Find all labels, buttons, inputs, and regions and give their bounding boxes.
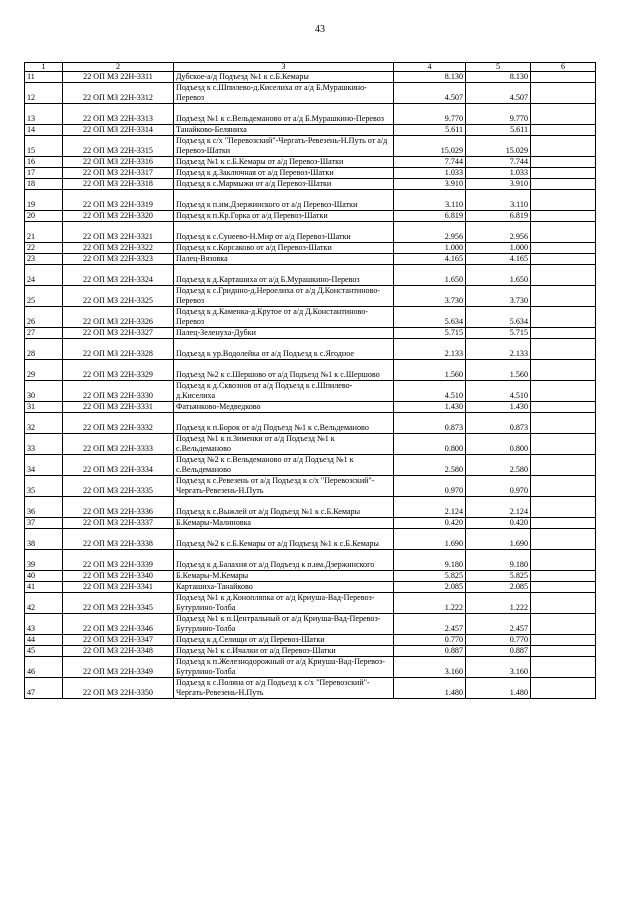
road-name: Подъезд к с.Сунеево-Н.Мир от а/д Перевоз-Шатки bbox=[174, 222, 394, 243]
row-number: 30 bbox=[25, 381, 63, 402]
road-name: Подъезд №2 к с.Б.Кемары от а/д Подъезд №1 к с.Б.Кемары bbox=[174, 529, 394, 550]
table-row bbox=[25, 339, 596, 360]
table-row bbox=[25, 582, 596, 593]
row-number: 12 bbox=[25, 83, 63, 104]
value-col-6 bbox=[531, 157, 596, 168]
value-col-5: 0.887 bbox=[466, 646, 531, 657]
value-col-5: 2.133 bbox=[466, 339, 531, 360]
row-number: 42 bbox=[25, 593, 63, 614]
value-col-5: 1.033 bbox=[466, 168, 531, 179]
value-col-4: 0.887 bbox=[394, 646, 466, 657]
road-code: 22 ОП МЗ 22Н-3324 bbox=[63, 265, 174, 286]
road-name: Подъезд №2 к с.Шершово от а/д Подъезд №1 к с.Шершово bbox=[174, 360, 394, 381]
value-col-6 bbox=[531, 179, 596, 190]
value-col-5: 9.180 bbox=[466, 550, 531, 571]
row-number: 46 bbox=[25, 657, 63, 678]
road-code: 22 ОП МЗ 22Н-3341 bbox=[63, 582, 174, 593]
road-code: 22 ОП МЗ 22Н-3318 bbox=[63, 179, 174, 190]
value-col-4: 0.970 bbox=[394, 476, 466, 497]
value-col-4: 9.770 bbox=[394, 104, 466, 125]
row-number: 31 bbox=[25, 402, 63, 413]
table-row bbox=[25, 104, 596, 125]
value-col-5: 0.970 bbox=[466, 476, 531, 497]
table-row bbox=[25, 222, 596, 243]
table-row bbox=[25, 413, 596, 434]
value-col-4: 1.650 bbox=[394, 265, 466, 286]
road-name: Подъезд к д.Балахня от а/д Подъезд к п.им.Дзержинского bbox=[174, 550, 394, 571]
road-code: 22 ОП МЗ 22Н-3336 bbox=[63, 497, 174, 518]
table-row bbox=[25, 286, 596, 307]
roads-table bbox=[24, 62, 596, 699]
value-col-4: 1.560 bbox=[394, 360, 466, 381]
road-name: Подъезд №1 к д.Конопляпка от а/д Криуша-Вад-Перевоз-Бутурлино-Толба bbox=[174, 593, 394, 614]
value-col-5: 6.819 bbox=[466, 211, 531, 222]
table-row bbox=[25, 571, 596, 582]
road-code: 22 ОП МЗ 22Н-3332 bbox=[63, 413, 174, 434]
table-row bbox=[25, 518, 596, 529]
row-number: 33 bbox=[25, 434, 63, 455]
road-name: Подъезд к с.Мармыжи от а/д Перевоз-Шатки bbox=[174, 179, 394, 190]
value-col-4: 0.770 bbox=[394, 635, 466, 646]
header-cell-1: 1 bbox=[25, 63, 63, 72]
road-name: Подъезд №1 к п.Центральный от а/д Криуша-Вад-Перевоз-Бутурлино-Толба bbox=[174, 614, 394, 635]
road-code: 22 ОП МЗ 22Н-3338 bbox=[63, 529, 174, 550]
value-col-5: 1.650 bbox=[466, 265, 531, 286]
value-col-4: 3.910 bbox=[394, 179, 466, 190]
value-col-6 bbox=[531, 328, 596, 339]
value-col-6 bbox=[531, 136, 596, 157]
row-number: 39 bbox=[25, 550, 63, 571]
value-col-5: 5.715 bbox=[466, 328, 531, 339]
road-code: 22 ОП МЗ 22Н-3315 bbox=[63, 136, 174, 157]
row-number: 43 bbox=[25, 614, 63, 635]
header-cell-2: 2 bbox=[63, 63, 174, 72]
value-col-5: 2.085 bbox=[466, 582, 531, 593]
value-col-6 bbox=[531, 529, 596, 550]
road-code: 22 ОП МЗ 22Н-3334 bbox=[63, 455, 174, 476]
row-number: 32 bbox=[25, 413, 63, 434]
value-col-6 bbox=[531, 614, 596, 635]
value-col-6 bbox=[531, 222, 596, 243]
road-code: 22 ОП МЗ 22Н-3317 bbox=[63, 168, 174, 179]
value-col-4: 15.029 bbox=[394, 136, 466, 157]
value-col-5: 3.730 bbox=[466, 286, 531, 307]
value-col-5: 9.770 bbox=[466, 104, 531, 125]
table-row bbox=[25, 455, 596, 476]
value-col-6 bbox=[531, 497, 596, 518]
value-col-6 bbox=[531, 72, 596, 83]
value-col-4: 2.085 bbox=[394, 582, 466, 593]
value-col-5: 2.956 bbox=[466, 222, 531, 243]
road-code: 22 ОП МЗ 22Н-3350 bbox=[63, 678, 174, 699]
header-cell-5: 5 bbox=[466, 63, 531, 72]
road-code: 22 ОП МЗ 22Н-3312 bbox=[63, 83, 174, 104]
value-col-4: 2.124 bbox=[394, 497, 466, 518]
road-code: 22 ОП МЗ 22Н-3331 bbox=[63, 402, 174, 413]
road-code: 22 ОП МЗ 22Н-3337 bbox=[63, 518, 174, 529]
road-name: Карташиха-Танайково bbox=[174, 582, 394, 593]
road-code: 22 ОП МЗ 22Н-3333 bbox=[63, 434, 174, 455]
table-row bbox=[25, 678, 596, 699]
value-col-6 bbox=[531, 518, 596, 529]
value-col-5: 3.160 bbox=[466, 657, 531, 678]
value-col-5: 5.611 bbox=[466, 125, 531, 136]
value-col-5: 0.770 bbox=[466, 635, 531, 646]
row-number: 11 bbox=[25, 72, 63, 83]
value-col-5: 15.029 bbox=[466, 136, 531, 157]
row-number: 22 bbox=[25, 243, 63, 254]
road-code: 22 ОП МЗ 22Н-3346 bbox=[63, 614, 174, 635]
value-col-6 bbox=[531, 125, 596, 136]
value-col-6 bbox=[531, 678, 596, 699]
row-number: 20 bbox=[25, 211, 63, 222]
value-col-5: 0.873 bbox=[466, 413, 531, 434]
value-col-6 bbox=[531, 413, 596, 434]
row-number: 21 bbox=[25, 222, 63, 243]
road-code: 22 ОП МЗ 22Н-3314 bbox=[63, 125, 174, 136]
table-row bbox=[25, 614, 596, 635]
road-name: Подъезд к д.Каменка-д.Крутое от а/д Д.Константиново-Перевоз bbox=[174, 307, 394, 328]
table-row bbox=[25, 476, 596, 497]
table-row bbox=[25, 211, 596, 222]
row-number: 26 bbox=[25, 307, 63, 328]
table-row bbox=[25, 136, 596, 157]
table-row bbox=[25, 328, 596, 339]
value-col-4: 1.222 bbox=[394, 593, 466, 614]
road-name: Подъезд к д.Карташиха от а/д Б.Мурашкино-Перевоз bbox=[174, 265, 394, 286]
value-col-6 bbox=[531, 571, 596, 582]
header-cell-6: 6 bbox=[531, 63, 596, 72]
value-col-6 bbox=[531, 243, 596, 254]
table-row bbox=[25, 529, 596, 550]
road-code: 22 ОП МЗ 22Н-3340 bbox=[63, 571, 174, 582]
table-row bbox=[25, 179, 596, 190]
road-name: Подъезд к п.Кр.Горка от а/д Перевоз-Шатки bbox=[174, 211, 394, 222]
row-number: 13 bbox=[25, 104, 63, 125]
value-col-6 bbox=[531, 550, 596, 571]
value-col-6 bbox=[531, 593, 596, 614]
value-col-5: 7.744 bbox=[466, 157, 531, 168]
row-number: 15 bbox=[25, 136, 63, 157]
road-code: 22 ОП МЗ 22Н-3339 bbox=[63, 550, 174, 571]
road-code: 22 ОП МЗ 22Н-3323 bbox=[63, 254, 174, 265]
road-name: Подъезд к д.Сквознов от а/д Подъезд к с.Шпилево-д.Киселиха bbox=[174, 381, 394, 402]
value-col-5: 0.800 bbox=[466, 434, 531, 455]
table-row bbox=[25, 254, 596, 265]
row-number: 29 bbox=[25, 360, 63, 381]
table-row bbox=[25, 402, 596, 413]
road-name: Б.Кемары-М.Кемары bbox=[174, 571, 394, 582]
value-col-6 bbox=[531, 211, 596, 222]
table-row bbox=[25, 265, 596, 286]
value-col-4: 5.825 bbox=[394, 571, 466, 582]
value-col-4: 1.480 bbox=[394, 678, 466, 699]
value-col-5: 1.560 bbox=[466, 360, 531, 381]
value-col-4: 9.180 bbox=[394, 550, 466, 571]
road-code: 22 ОП МЗ 22Н-3320 bbox=[63, 211, 174, 222]
row-number: 27 bbox=[25, 328, 63, 339]
table-row bbox=[25, 635, 596, 646]
value-col-4: 1.430 bbox=[394, 402, 466, 413]
row-number: 38 bbox=[25, 529, 63, 550]
value-col-6 bbox=[531, 83, 596, 104]
value-col-5: 1.222 bbox=[466, 593, 531, 614]
road-code: 22 ОП МЗ 22Н-3319 bbox=[63, 190, 174, 211]
table-row bbox=[25, 190, 596, 211]
value-col-4: 8.130 bbox=[394, 72, 466, 83]
table-row bbox=[25, 168, 596, 179]
value-col-6 bbox=[531, 635, 596, 646]
row-number: 19 bbox=[25, 190, 63, 211]
road-name: Подъезд №1 к с.Вельдеманово от а/д Б.Мурашкино-Перевоз bbox=[174, 104, 394, 125]
road-name: Дубское-а/д Подъезд №1 к с.Б.Кемары bbox=[174, 72, 394, 83]
value-col-6 bbox=[531, 307, 596, 328]
road-code: 22 ОП МЗ 22Н-3311 bbox=[63, 72, 174, 83]
road-name: Палец-Вязовка bbox=[174, 254, 394, 265]
header-cell-3: 3 bbox=[174, 63, 394, 72]
value-col-5: 4.510 bbox=[466, 381, 531, 402]
road-name: Подъезд №1 к с.Б.Кемары от а/д Перевоз-Шатки bbox=[174, 157, 394, 168]
value-col-5: 2.124 bbox=[466, 497, 531, 518]
road-name: Подъезд к п.им.Дзержинского от а/д Перевоз-Шатки bbox=[174, 190, 394, 211]
road-name: Подъезд к д.Заключная от а/д Перевоз-Шатки bbox=[174, 168, 394, 179]
road-code: 22 ОП МЗ 22Н-3348 bbox=[63, 646, 174, 657]
value-col-6 bbox=[531, 254, 596, 265]
table-row bbox=[25, 497, 596, 518]
value-col-5: 1.480 bbox=[466, 678, 531, 699]
value-col-5: 5.634 bbox=[466, 307, 531, 328]
road-name: Подъезд к с.Поляна от а/д Подъезд к с/х "Перевозский"-Чергать-Ревезень-Н.Путь bbox=[174, 678, 394, 699]
road-name: Подъезд к с.Гриднно-д.Нероелиха от а/д Д.Константиново-Перевоз bbox=[174, 286, 394, 307]
table-header-row bbox=[25, 63, 596, 72]
road-name: Подъезд к ур.Водолейка от а/д Подъезд к с.Ягодное bbox=[174, 339, 394, 360]
page-number: 43 bbox=[315, 24, 325, 35]
row-number: 16 bbox=[25, 157, 63, 168]
value-col-6 bbox=[531, 582, 596, 593]
road-name: Подъезд к д.Селищи от а/д Перевоз-Шатки bbox=[174, 635, 394, 646]
value-col-4: 1.000 bbox=[394, 243, 466, 254]
road-code: 22 ОП МЗ 22Н-3328 bbox=[63, 339, 174, 360]
row-number: 40 bbox=[25, 571, 63, 582]
roads-table-body bbox=[25, 63, 596, 699]
value-col-6 bbox=[531, 360, 596, 381]
road-code: 22 ОП МЗ 22Н-3347 bbox=[63, 635, 174, 646]
row-number: 47 bbox=[25, 678, 63, 699]
road-code: 22 ОП МЗ 22Н-3349 bbox=[63, 657, 174, 678]
row-number: 24 bbox=[25, 265, 63, 286]
road-code: 22 ОП МЗ 22Н-3329 bbox=[63, 360, 174, 381]
value-col-4: 0.800 bbox=[394, 434, 466, 455]
road-code: 22 ОП МЗ 22Н-3330 bbox=[63, 381, 174, 402]
value-col-6 bbox=[531, 339, 596, 360]
value-col-5: 3.110 bbox=[466, 190, 531, 211]
value-col-5: 1.690 bbox=[466, 529, 531, 550]
value-col-4: 6.819 bbox=[394, 211, 466, 222]
road-name: Подъезд №1 к п.Зименки от а/д Подъезд №1 к с.Вельдеманово bbox=[174, 434, 394, 455]
road-code: 22 ОП МЗ 22Н-3326 bbox=[63, 307, 174, 328]
row-number: 18 bbox=[25, 179, 63, 190]
value-col-4: 2.457 bbox=[394, 614, 466, 635]
value-col-6 bbox=[531, 265, 596, 286]
road-name: Палец-Зеленуха-Дубки bbox=[174, 328, 394, 339]
road-code: 22 ОП МЗ 22Н-3335 bbox=[63, 476, 174, 497]
value-col-4: 2.580 bbox=[394, 455, 466, 476]
value-col-4: 7.744 bbox=[394, 157, 466, 168]
road-name: Подъезд к с.Выжлей от а/д Подъезд №1 к с.Б.Кемары bbox=[174, 497, 394, 518]
value-col-5: 2.457 bbox=[466, 614, 531, 635]
value-col-6 bbox=[531, 402, 596, 413]
value-col-5: 8.130 bbox=[466, 72, 531, 83]
value-col-6 bbox=[531, 476, 596, 497]
value-col-5: 1.000 bbox=[466, 243, 531, 254]
row-number: 34 bbox=[25, 455, 63, 476]
value-col-5: 5.825 bbox=[466, 571, 531, 582]
table-row bbox=[25, 381, 596, 402]
value-col-4: 5.611 bbox=[394, 125, 466, 136]
table-row bbox=[25, 72, 596, 83]
table-row bbox=[25, 125, 596, 136]
road-name: Подъезд к п.Железнодорожный от а/д Криуша-Вад-Перевоз-Бутурлино-Толба bbox=[174, 657, 394, 678]
row-number: 41 bbox=[25, 582, 63, 593]
value-col-4: 5.715 bbox=[394, 328, 466, 339]
table-row bbox=[25, 657, 596, 678]
value-col-4: 3.160 bbox=[394, 657, 466, 678]
road-code: 22 ОП МЗ 22Н-3313 bbox=[63, 104, 174, 125]
road-code: 22 ОП МЗ 22Н-3345 bbox=[63, 593, 174, 614]
value-col-5: 0.420 bbox=[466, 518, 531, 529]
value-col-4: 4.510 bbox=[394, 381, 466, 402]
row-number: 14 bbox=[25, 125, 63, 136]
value-col-5: 4.507 bbox=[466, 83, 531, 104]
value-col-5: 4.165 bbox=[466, 254, 531, 265]
value-col-6 bbox=[531, 286, 596, 307]
value-col-4: 1.690 bbox=[394, 529, 466, 550]
table-row bbox=[25, 83, 596, 104]
road-name: Подъезд к с/х "Перевозский"-Чергать-Ревезень-Н.Путь от а/д Перевоз-Шатки bbox=[174, 136, 394, 157]
road-name: Б.Кемары-Малиновка bbox=[174, 518, 394, 529]
value-col-6 bbox=[531, 455, 596, 476]
road-name: Танайково-Беляниха bbox=[174, 125, 394, 136]
row-number: 23 bbox=[25, 254, 63, 265]
table-row bbox=[25, 243, 596, 254]
value-col-5: 3.910 bbox=[466, 179, 531, 190]
road-name: Подъезд №2 к с.Вельдеманово от а/д Подъезд №1 к с.Вельдеманово bbox=[174, 455, 394, 476]
road-code: 22 ОП МЗ 22Н-3325 bbox=[63, 286, 174, 307]
row-number: 45 bbox=[25, 646, 63, 657]
value-col-4: 5.634 bbox=[394, 307, 466, 328]
table-row bbox=[25, 646, 596, 657]
table-row bbox=[25, 550, 596, 571]
road-name: Подъезд к с.Шпилево-д.Киселиха от а/д Б.Мурашкино-Перевоз bbox=[174, 83, 394, 104]
value-col-6 bbox=[531, 190, 596, 211]
road-name: Подъезд к с.Корсаково от а/д Перевоз-Шатки bbox=[174, 243, 394, 254]
value-col-6 bbox=[531, 646, 596, 657]
table-row bbox=[25, 360, 596, 381]
road-code: 22 ОП МЗ 22Н-3327 bbox=[63, 328, 174, 339]
row-number: 35 bbox=[25, 476, 63, 497]
road-code: 22 ОП МЗ 22Н-3321 bbox=[63, 222, 174, 243]
value-col-6 bbox=[531, 434, 596, 455]
value-col-4: 0.873 bbox=[394, 413, 466, 434]
table-row bbox=[25, 593, 596, 614]
value-col-5: 2.580 bbox=[466, 455, 531, 476]
value-col-4: 0.420 bbox=[394, 518, 466, 529]
table-row bbox=[25, 307, 596, 328]
row-number: 17 bbox=[25, 168, 63, 179]
header-cell-4: 4 bbox=[394, 63, 466, 72]
table-row bbox=[25, 434, 596, 455]
value-col-4: 3.110 bbox=[394, 190, 466, 211]
value-col-6 bbox=[531, 168, 596, 179]
value-col-4: 4.507 bbox=[394, 83, 466, 104]
road-code: 22 ОП МЗ 22Н-3316 bbox=[63, 157, 174, 168]
value-col-4: 2.956 bbox=[394, 222, 466, 243]
value-col-4: 3.730 bbox=[394, 286, 466, 307]
row-number: 37 bbox=[25, 518, 63, 529]
row-number: 28 bbox=[25, 339, 63, 360]
road-name: Подъезд к п.Борок от а/д Подъезд №1 к с.Вельдеманово bbox=[174, 413, 394, 434]
value-col-4: 1.033 bbox=[394, 168, 466, 179]
row-number: 25 bbox=[25, 286, 63, 307]
value-col-4: 2.133 bbox=[394, 339, 466, 360]
value-col-6 bbox=[531, 657, 596, 678]
row-number: 36 bbox=[25, 497, 63, 518]
value-col-5: 1.430 bbox=[466, 402, 531, 413]
road-name: Фатьянково-Медведково bbox=[174, 402, 394, 413]
value-col-6 bbox=[531, 104, 596, 125]
road-code: 22 ОП МЗ 22Н-3322 bbox=[63, 243, 174, 254]
row-number: 44 bbox=[25, 635, 63, 646]
table-row bbox=[25, 157, 596, 168]
road-name: Подъезд к с.Ревезень от а/д Подъезд к с/х "Перевозский"-Чергать-Ревезень-Н.Путь bbox=[174, 476, 394, 497]
value-col-4: 4.165 bbox=[394, 254, 466, 265]
road-name: Подъезд №1 к с.Ичалки от а/д Перевоз-Шатки bbox=[174, 646, 394, 657]
value-col-6 bbox=[531, 381, 596, 402]
